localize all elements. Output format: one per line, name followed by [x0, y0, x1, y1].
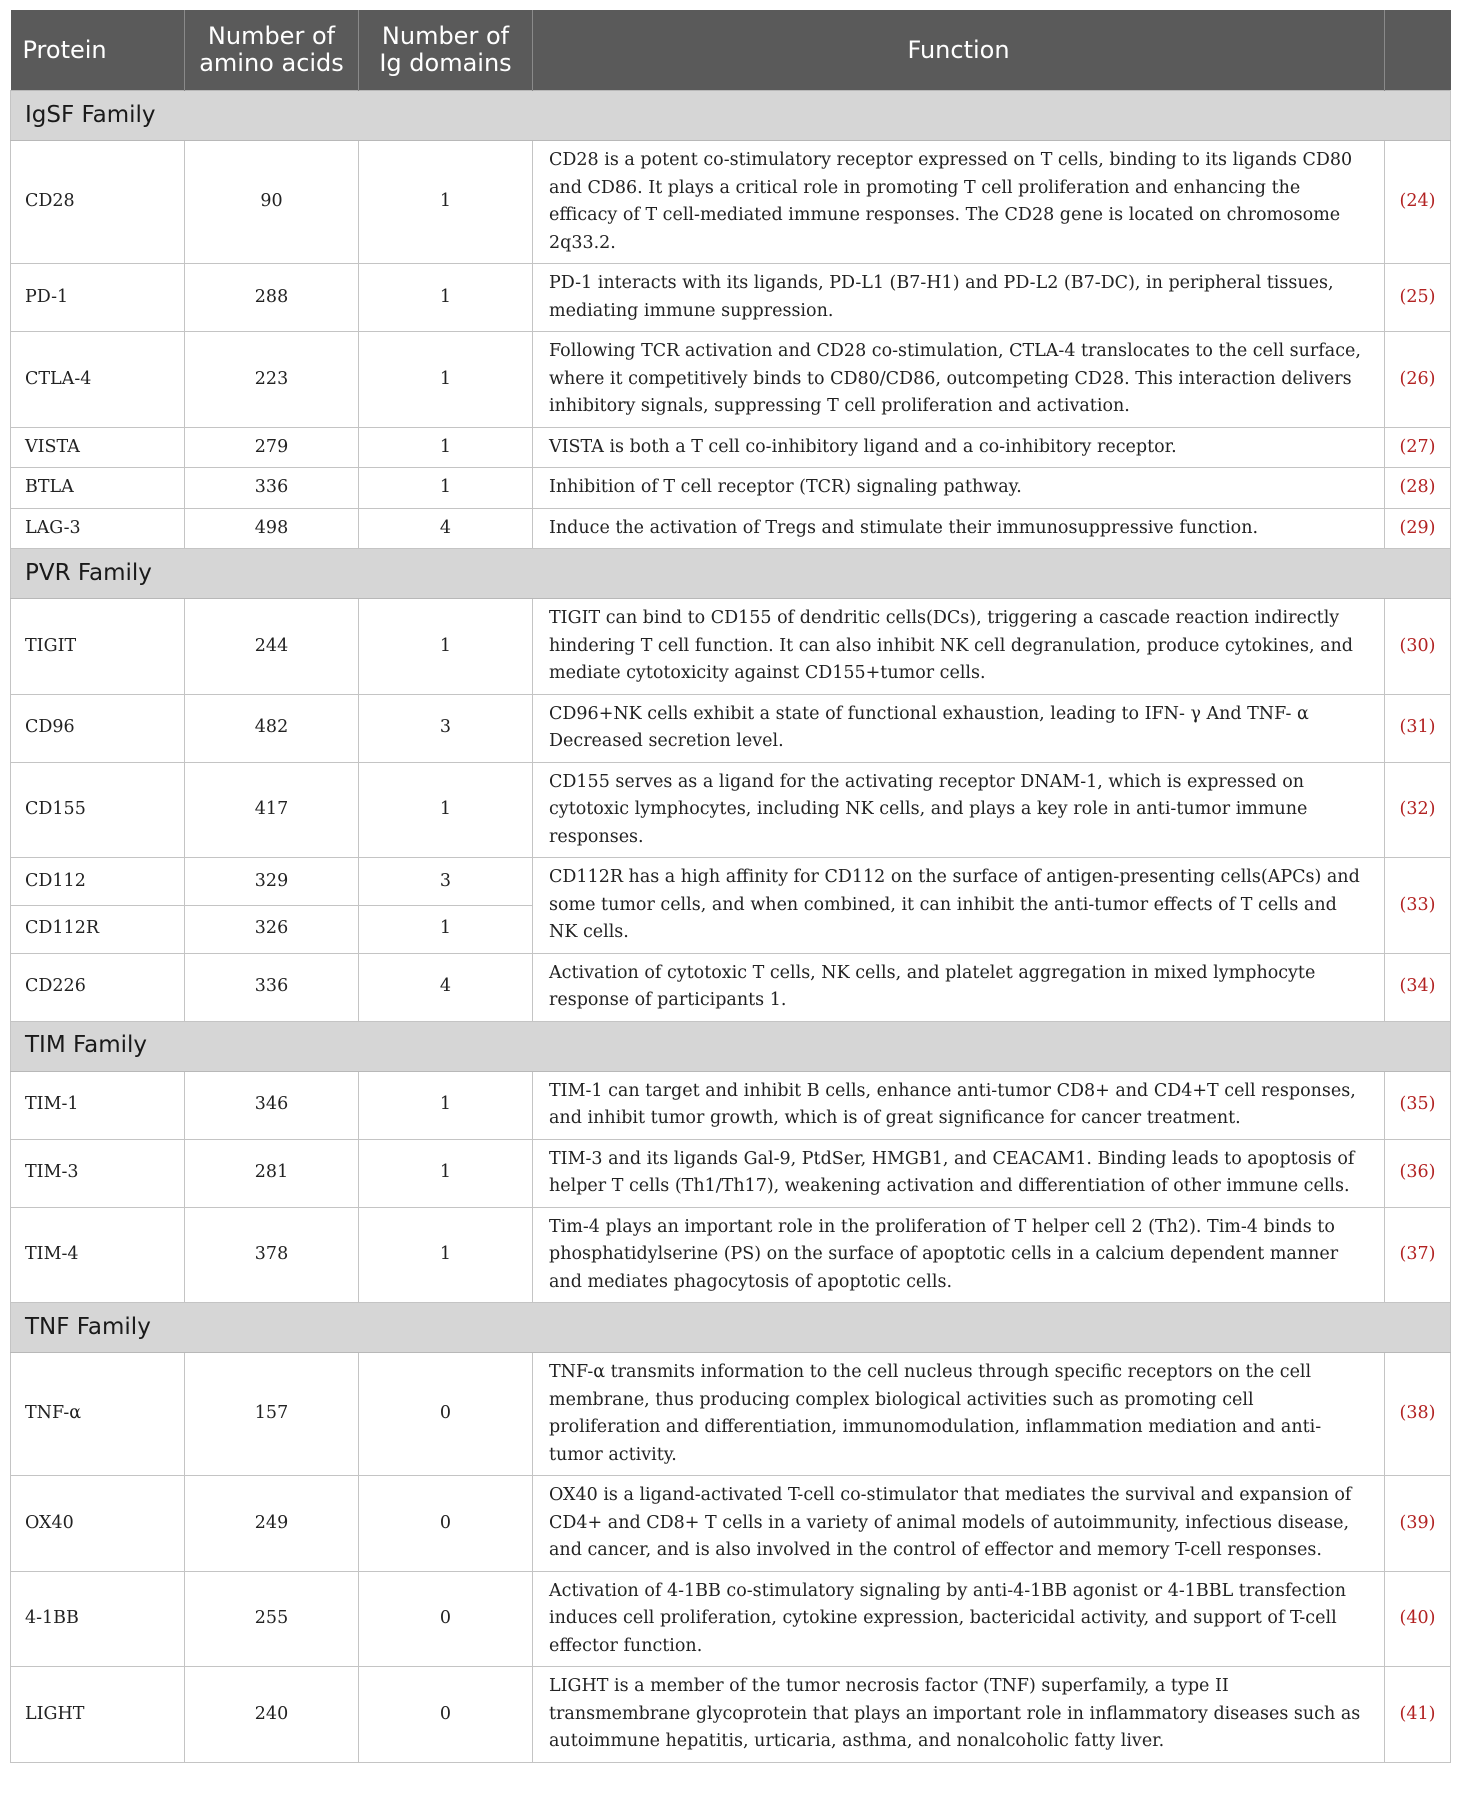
reference-link[interactable]: 26: [1406, 368, 1429, 389]
header-ig-domains: Number of Ig domains: [359, 10, 533, 91]
table-row: [11, 762, 1451, 858]
table-row: [11, 1476, 1451, 1572]
reference-cell: (33): [1385, 858, 1451, 954]
protein-name: LAG-3: [11, 508, 185, 549]
amino-acid-count: 223: [185, 332, 359, 428]
table-row: [11, 1667, 1451, 1763]
amino-acid-count: 249: [185, 1476, 359, 1572]
table-row: [11, 1571, 1451, 1667]
reference-link[interactable]: 28: [1406, 477, 1429, 497]
family-row: [11, 91, 1451, 141]
ig-domain-count: 1: [359, 1139, 533, 1207]
table-row: [11, 508, 1451, 549]
protein-name: BTLA: [11, 468, 185, 509]
protein-name: 4-1BB: [11, 1571, 185, 1667]
protein-name: CD28: [11, 141, 185, 264]
reference-cell: (27): [1385, 427, 1451, 468]
function-text: TIGIT can bind to CD155 of dendritic cells(DCs), triggering a cascade reaction indirectly hindering T cell function. It can also inhibit NK cell degranulation, produce cytokines, and mediate cytotoxicity against CD155+tumor cells.: [533, 599, 1385, 695]
protein-name: VISTA: [11, 427, 185, 468]
amino-acid-count: 329: [185, 858, 359, 906]
protein-name: CTLA-4: [11, 332, 185, 428]
table-row: [11, 1071, 1451, 1139]
function-text: CD28 is a potent co-stimulatory receptor expressed on T cells, binding to its ligands CD80 and CD86. It plays a critical role in promoting T cell proliferation and enhancing the efficacy of T cell-mediated immune responses. The CD28 gene is located on chromosome 2q33.2.: [533, 141, 1385, 264]
protein-name: CD112: [11, 858, 185, 906]
reference-link[interactable]: 33: [1406, 894, 1429, 915]
amino-acid-count: 498: [185, 508, 359, 549]
reference-link[interactable]: 41: [1406, 1703, 1429, 1724]
ig-domain-count: 3: [359, 694, 533, 762]
family-row: [11, 1021, 1451, 1071]
family-name: PVR Family: [11, 549, 1451, 599]
ig-domain-count: 4: [359, 953, 533, 1021]
table-row: [11, 1139, 1451, 1207]
function-text: OX40 is a ligand-activated T-cell co-stimulator that mediates the survival and expansion of CD4+ and CD8+ T cells in a variety of animal models of autoimmunity, infectious disease, and cancer, and is also involved in the control of effector and memory T-cell responses.: [533, 1476, 1385, 1572]
protein-name: OX40: [11, 1476, 185, 1572]
reference-link[interactable]: 40: [1406, 1608, 1429, 1628]
protein-name: TNF-α: [11, 1353, 185, 1476]
reference-cell: (36): [1385, 1139, 1451, 1207]
protein-name: TIM-3: [11, 1139, 185, 1207]
function-text: Following TCR activation and CD28 co-stimulation, CTLA-4 translocates to the cell surface, where it competitively binds to CD80/CD86, outcompeting CD28. This interaction delivers inhibitory signals, suppressing T cell proliferation and activation.: [533, 332, 1385, 428]
table-row: [11, 468, 1451, 509]
amino-acid-count: 482: [185, 694, 359, 762]
table-row: [11, 1353, 1451, 1476]
reference-link[interactable]: 37: [1406, 1244, 1429, 1264]
amino-acid-count: 279: [185, 427, 359, 468]
function-text: LIGHT is a member of the tumor necrosis factor (TNF) superfamily, a type II transmembrane glycoprotein that plays an important role in inflammatory diseases such as autoimmune hepatitis, urticaria, asthma, and nonalcoholic fatty liver.: [533, 1667, 1385, 1763]
table-body: [11, 91, 1451, 1763]
reference-link[interactable]: 29: [1406, 517, 1429, 538]
amino-acid-count: 255: [185, 1571, 359, 1667]
reference-cell: (26): [1385, 332, 1451, 428]
reference-cell: (37): [1385, 1207, 1451, 1303]
ig-domain-count: 1: [359, 905, 533, 953]
reference-link[interactable]: 35: [1406, 1094, 1429, 1115]
ig-domain-count: 1: [359, 264, 533, 332]
amino-acid-count: 378: [185, 1207, 359, 1303]
function-text: CD96+NK cells exhibit a state of functional exhaustion, leading to IFN- γ And TNF- α Decreased secretion level.: [533, 694, 1385, 762]
reference-cell: (35): [1385, 1071, 1451, 1139]
amino-acid-count: 336: [185, 468, 359, 509]
reference-cell: (38): [1385, 1353, 1451, 1476]
reference-link[interactable]: 24: [1406, 191, 1429, 212]
table-header: [11, 10, 1451, 91]
reference-link[interactable]: 25: [1406, 286, 1429, 307]
amino-acid-count: 288: [185, 264, 359, 332]
family-row: [11, 1303, 1451, 1353]
ig-domain-count: 1: [359, 1207, 533, 1303]
ig-domain-count: 1: [359, 141, 533, 264]
amino-acid-count: 417: [185, 762, 359, 858]
protein-name: TIM-1: [11, 1071, 185, 1139]
reference-cell: (32): [1385, 762, 1451, 858]
reference-link[interactable]: 27: [1406, 436, 1429, 457]
table-row: [11, 953, 1451, 1021]
ig-domain-count: 1: [359, 427, 533, 468]
function-text: TIM-1 can target and inhibit B cells, enhance anti-tumor CD8+ and CD4+T cell responses, and inhibit tumor growth, which is of great significance for cancer treatment.: [533, 1071, 1385, 1139]
reference-cell: (39): [1385, 1476, 1451, 1572]
function-text: PD-1 interacts with its ligands, PD-L1 (B7-H1) and PD-L2 (B7-DC), in peripheral tissues, mediating immune suppression.: [533, 264, 1385, 332]
header-protein: Protein: [11, 10, 185, 91]
table-row: [11, 858, 1451, 906]
reference-link[interactable]: 30: [1406, 635, 1429, 656]
reference-cell: (25): [1385, 264, 1451, 332]
family-name: TIM Family: [11, 1021, 1451, 1071]
reference-cell: (29): [1385, 508, 1451, 549]
reference-cell: (34): [1385, 953, 1451, 1021]
function-text: Tim-4 plays an important role in the proliferation of T helper cell 2 (Th2). Tim-4 binds to phosphatidylserine (PS) on the surface of apoptotic cells in a calcium dependent manner and mediates phagocytosis of apoptotic cells.: [533, 1207, 1385, 1303]
protein-name: TIM-4: [11, 1207, 185, 1303]
protein-name: CD96: [11, 694, 185, 762]
amino-acid-count: 326: [185, 905, 359, 953]
ig-domain-count: 1: [359, 762, 533, 858]
function-text: CD112R has a high affinity for CD112 on the surface of antigen-presenting cells(APCs) and some tumor cells, and when combined, it can inhibit the anti-tumor effects of T cells and NK cells.: [533, 858, 1385, 954]
reference-cell: (30): [1385, 599, 1451, 695]
function-text: Induce the activation of Tregs and stimulate their immunosuppressive function.: [533, 508, 1385, 549]
protein-name: CD112R: [11, 905, 185, 953]
protein-name: PD-1: [11, 264, 185, 332]
reference-link[interactable]: 38: [1406, 1403, 1429, 1424]
reference-link[interactable]: 31: [1406, 717, 1429, 738]
header-amino-acids: Number of amino acids: [185, 10, 359, 91]
protein-table: [10, 10, 1451, 1763]
protein-name: LIGHT: [11, 1667, 185, 1763]
amino-acid-count: 90: [185, 141, 359, 264]
reference-link[interactable]: 36: [1406, 1162, 1429, 1183]
family-name: IgSF Family: [11, 91, 1451, 141]
function-text: Activation of cytotoxic T cells, NK cells, and platelet aggregation in mixed lymphocyte response of participants 1.: [533, 953, 1385, 1021]
header-function: Function: [533, 10, 1385, 91]
table-row: [11, 694, 1451, 762]
reference-link[interactable]: 32: [1406, 799, 1429, 819]
protein-name: CD155: [11, 762, 185, 858]
reference-link[interactable]: 34: [1406, 976, 1429, 997]
ig-domain-count: 4: [359, 508, 533, 549]
reference-link[interactable]: 39: [1406, 1512, 1429, 1533]
ig-domain-count: 0: [359, 1571, 533, 1667]
function-text: CD155 serves as a ligand for the activating receptor DNAM-1, which is expressed on cytotoxic lymphocytes, including NK cells, and plays a key role in anti-tumor immune responses.: [533, 762, 1385, 858]
table-row: [11, 427, 1451, 468]
amino-acid-count: 281: [185, 1139, 359, 1207]
protein-name: TIGIT: [11, 599, 185, 695]
function-text: VISTA is both a T cell co-inhibitory ligand and a co-inhibitory receptor.: [533, 427, 1385, 468]
family-name: TNF Family: [11, 1303, 1451, 1353]
table-row: [11, 599, 1451, 695]
reference-cell: (41): [1385, 1667, 1451, 1763]
ig-domain-count: 1: [359, 1071, 533, 1139]
function-text: Activation of 4-1BB co-stimulatory signaling by anti-4-1BB agonist or 4-1BBL transfection induces cell proliferation, cytokine expression, bactericidal activity, and support of T-cell effector function.: [533, 1571, 1385, 1667]
header-reference: [1385, 10, 1451, 91]
ig-domain-count: 1: [359, 332, 533, 428]
amino-acid-count: 240: [185, 1667, 359, 1763]
table-row: [11, 141, 1451, 264]
amino-acid-count: 336: [185, 953, 359, 1021]
ig-domain-count: 1: [359, 468, 533, 509]
family-row: [11, 549, 1451, 599]
function-text: Inhibition of T cell receptor (TCR) signaling pathway.: [533, 468, 1385, 509]
reference-cell: (40): [1385, 1571, 1451, 1667]
ig-domain-count: 0: [359, 1476, 533, 1572]
function-text: TNF-α transmits information to the cell nucleus through specific receptors on the cell membrane, thus producing complex biological activities such as promoting cell proliferation and differentiation, immunomodulation, inflammation mediation and anti-tumor activity.: [533, 1353, 1385, 1476]
amino-acid-count: 346: [185, 1071, 359, 1139]
reference-cell: (28): [1385, 468, 1451, 509]
reference-cell: (24): [1385, 141, 1451, 264]
reference-cell: (31): [1385, 694, 1451, 762]
protein-name: CD226: [11, 953, 185, 1021]
ig-domain-count: 0: [359, 1667, 533, 1763]
table-row: [11, 1207, 1451, 1303]
table-row: [11, 264, 1451, 332]
function-text: TIM-3 and its ligands Gal-9, PtdSer, HMGB1, and CEACAM1. Binding leads to apoptosis of helper T cells (Th1/Th17), weakening activation and differentiation of other immune cells.: [533, 1139, 1385, 1207]
ig-domain-count: 0: [359, 1353, 533, 1476]
table-row: [11, 332, 1451, 428]
amino-acid-count: 157: [185, 1353, 359, 1476]
ig-domain-count: 3: [359, 858, 533, 906]
amino-acid-count: 244: [185, 599, 359, 695]
ig-domain-count: 1: [359, 599, 533, 695]
